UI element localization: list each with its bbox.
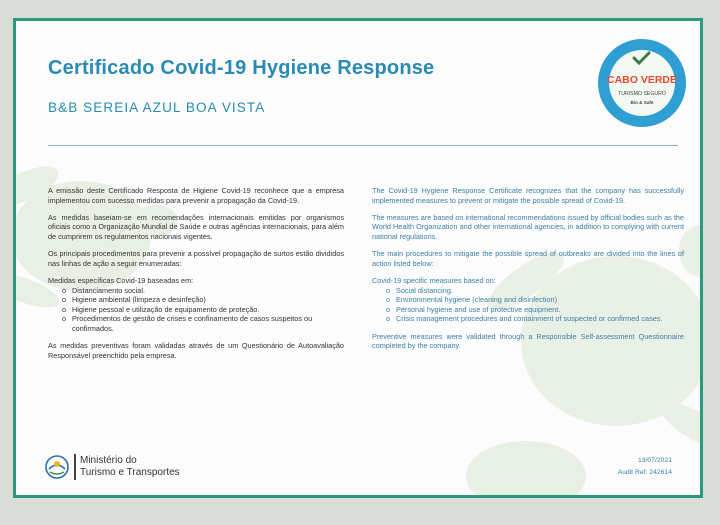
pt-measures-list xyxy=(48,286,344,334)
audit-reference: Audit Ref: 242614 xyxy=(617,469,672,476)
ministry-line-2: Turismo e Transportes xyxy=(80,467,180,478)
ministry-emblem-icon xyxy=(44,453,70,481)
seal-line1: TURISMO SEGURO xyxy=(618,91,666,97)
en-measures-heading: Covid-19 specific measures based on: xyxy=(372,275,496,285)
pt-paragraph-4: As medidas preventivas foram validadas através de um Questionário de Autoavaliação Responsável preenchido pela empresa. xyxy=(48,341,344,360)
certificate-frame xyxy=(13,18,703,498)
turismo-seguro-seal xyxy=(597,38,687,128)
pt-paragraph-1: A emissão deste Certificado Resposta de Higiene Covid-19 reconhece que a empresa implementou com sucesso medidas para prevenir a propagação da Covid-19. xyxy=(48,186,344,205)
seal-brand-word xyxy=(607,74,677,86)
title-divider xyxy=(48,145,678,146)
certificate-title: Certificado Covid-19 Hygiene Response xyxy=(48,57,435,79)
pt-measures-heading: Medidas específicas Covid-19 baseadas em: xyxy=(48,275,194,285)
english-column xyxy=(372,186,684,358)
pt-measure-item: o Higiene pessoal e utilização de equipamento de proteção. xyxy=(62,305,344,315)
seal-line2: Bio & Safe xyxy=(630,100,654,105)
pt-paragraph-2: As medidas baseiam-se em recomendações internacionais emitidas por organismos oficiais como a Organização Mundial de Saúde e outras agências internacionais, para além de cumprirem os regulamentos nacionais vigentes. xyxy=(48,212,344,241)
pt-measure-item: o Distanciamento social. xyxy=(62,286,344,296)
turtle-watermark-bottom xyxy=(456,421,596,498)
ministry-line-1: Ministério do xyxy=(80,455,137,466)
property-name: B&B SEREIA AZUL BOA VISTA xyxy=(48,100,266,115)
en-measure-item: o Personal hygiene and use of protective equipment. xyxy=(386,305,684,315)
en-paragraph-2: The measures are based on international recommendations issued by official bodies such as the World Health Organization and other international agencies, in addition to complying with current national regulations. xyxy=(372,212,684,241)
portuguese-column xyxy=(48,186,344,368)
logo-divider xyxy=(74,454,76,480)
en-measure-item: o Crisis management procedures and containment of suspected or confirmed cases. xyxy=(386,314,684,324)
seal-brand-text: CABO VERDE xyxy=(606,74,678,86)
en-measure-item: o Environmental hygiene (cleaning and disinfection) xyxy=(386,295,684,305)
en-measure-item: o Social distancing. xyxy=(386,286,684,296)
pt-measure-item: o Procedimentos de gestão de crises e confinamento de casos suspeitos ou confirmados. xyxy=(62,314,344,333)
ministry-logo xyxy=(44,450,244,484)
en-paragraph-1: The Covid-19 Hygiene Response Certificate recognizes that the company has successfully implemented measures to prevent or mitigate the possible spread of Covid-19. xyxy=(372,186,684,205)
en-paragraph-4: Preventive measures were validated through a Responsible Self-assessment Questionnaire completed by the company. xyxy=(372,331,684,351)
ministry-name xyxy=(80,455,180,479)
pt-paragraph-3: Os principais procedimentos para prevenir a possível propagação de surtos estão divididos nas linhas de ação a seguir enumeradas: xyxy=(48,249,344,268)
en-measures-list xyxy=(372,286,684,324)
en-paragraph-3: The main procedures to mitigate the possible spread of outbreaks are divided into the lines of action listed below: xyxy=(372,249,684,268)
pt-measure-item: o Higiene ambiental (limpeza e desinfeção) xyxy=(62,295,344,305)
issue-date: 13/07/2021 xyxy=(637,457,672,464)
